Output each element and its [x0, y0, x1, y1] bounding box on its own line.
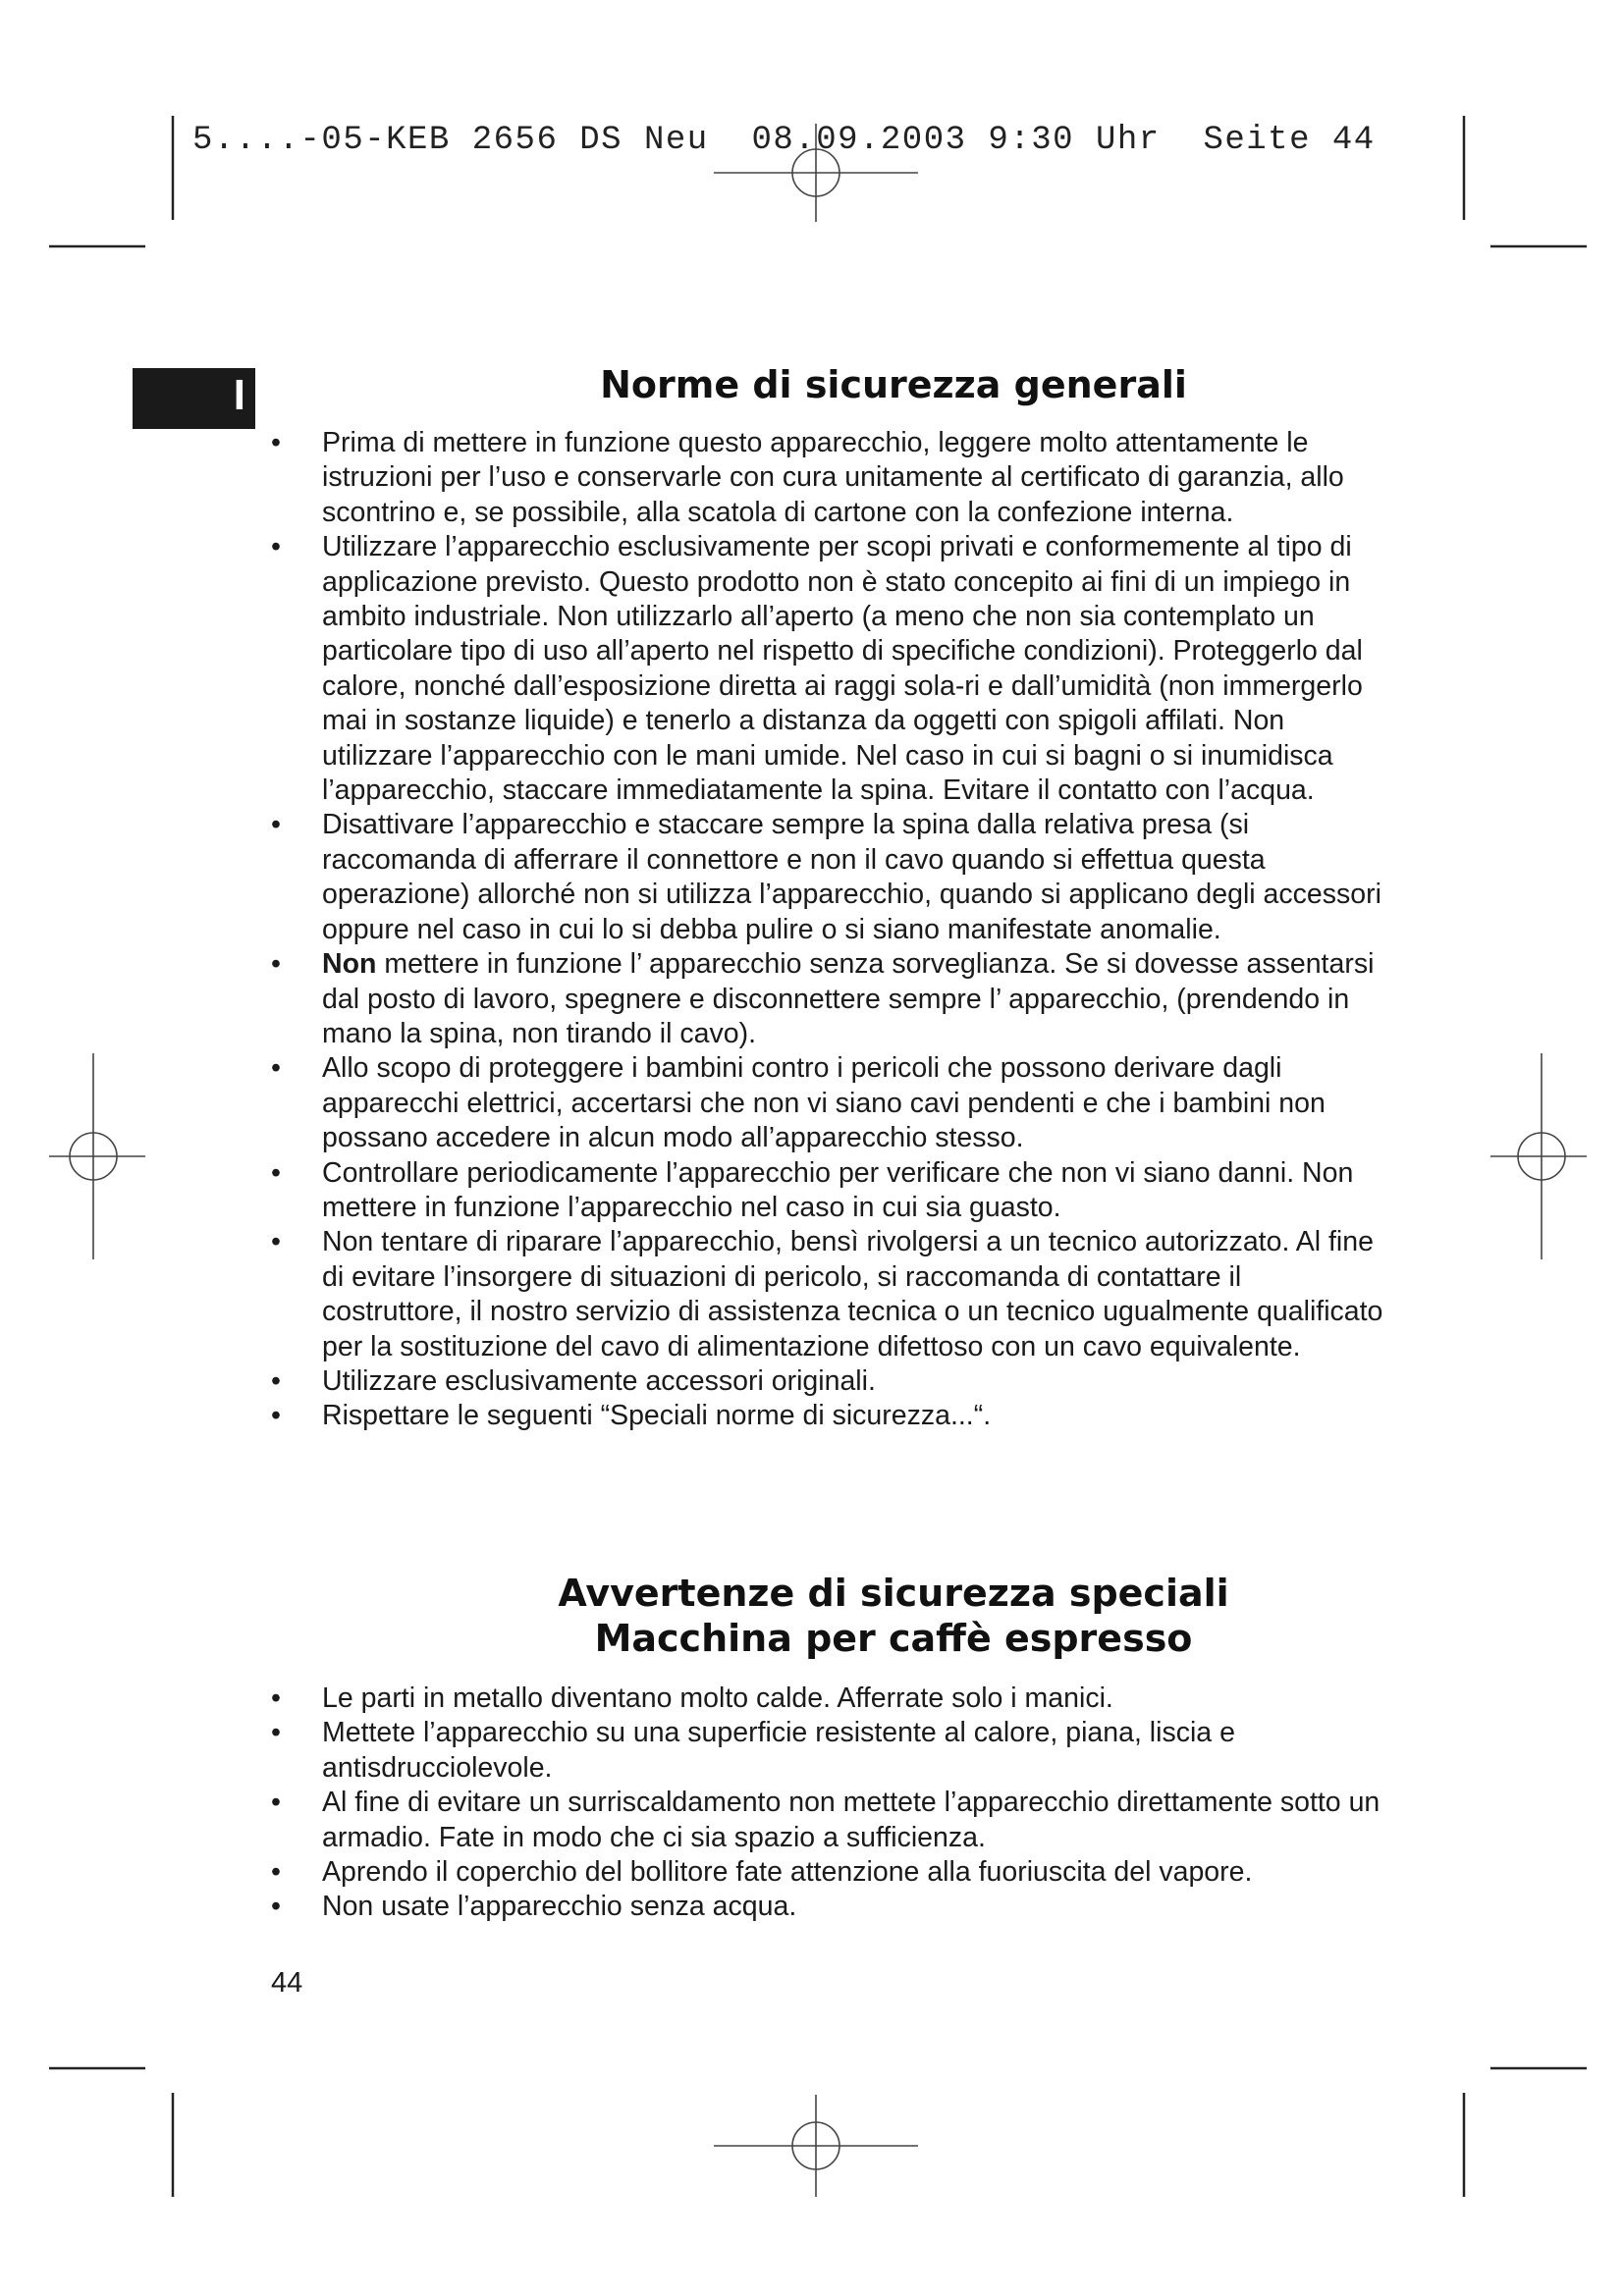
- list-item: [265, 1682, 1384, 1716]
- bullet: •: [271, 1156, 281, 1189]
- list-item: [265, 1399, 1384, 1433]
- list-item: [265, 1716, 1384, 1786]
- bullet: •: [271, 1682, 281, 1714]
- bullet: •: [271, 948, 281, 981]
- section-title-line-2: Macchina per caffè espresso: [594, 1617, 1193, 1660]
- bullet: •: [271, 1226, 281, 1258]
- list-item: [265, 947, 1384, 1051]
- print-slug-header: 5....-05-KEB 2656 DS Neu 08.09.2003 9:30 Uhr Seite 44: [192, 122, 1376, 159]
- list-item-text: Utilizzare esclusivamente accessori originali.: [322, 1364, 876, 1397]
- bullet: •: [271, 427, 281, 458]
- section-title-special-safety: [403, 1571, 1384, 1661]
- list-item-text: Prima di mettere in funzione questo apparecchio, leggere molto attentamente le istruzioni per l’uso e conservarle con cura unitamente al certificato di garanzia, allo scontrino e, se possibile, alla scatola di cartone con la confezione interna.: [322, 427, 1344, 528]
- list-item-text: Allo scopo di proteggere i bambini contro i pericoli che possono derivare dagli apparecchi elettrici, accertarsi che non vi siano cavi pendenti e che i bambini non possano accedere in alcun modo all’apparecchio stesso.: [322, 1052, 1326, 1154]
- language-tab: [133, 368, 255, 429]
- list-item-text: mettere in funzione l’ apparecchio senza sorveglianza. Se si dovesse assentarsi dal posto di lavoro, spegnere e disconnettere sempre l’ apparecchio, (prendendo in mano la spina, non tirando il cavo).: [322, 948, 1375, 1049]
- list-item-text: Le parti in metallo diventano molto calde. Afferrate solo i manici.: [322, 1682, 1113, 1714]
- bullet: •: [271, 1856, 281, 1889]
- bullet: •: [271, 809, 281, 841]
- general-safety-list: [265, 426, 1384, 1434]
- list-item: [265, 1890, 1384, 1924]
- list-item-text: Mettete l’apparecchio su una superficie resistente al calore, piana, liscia e antisdrucciolevole.: [322, 1717, 1235, 1784]
- list-item-text: Utilizzare l’apparecchio esclusivamente per scopi privati e conformemente al tipo di applicazione previsto. Questo prodotto non è stato concepito ai fini di un impiego in ambito industriale. Non utilizzarlo all’aperto (a meno che non sia contemplato un particolare tipo di uso all’aperto nel rispetto di specifiche condizioni). Proteggerlo dal calore, nonché dall’esposizione diretta ai raggi sola-ri e dall’umidità (non immergerlo mai in sostanze liquide) e tenerlo a distanza da oggetti con spigoli affilati. Non utilizzare l’apparecchio con le mani umide. Nel caso in cui si bagni o si inumidisca l’apparecchio, staccare immediatamente la spina. Evitare il contatto con l’acqua.: [322, 531, 1363, 807]
- list-item-text: Rispettare le seguenti “Speciali norme di sicurezza...“.: [322, 1400, 992, 1432]
- bullet: •: [271, 1364, 281, 1397]
- registration-mark-left: [49, 1053, 145, 1259]
- bullet: •: [271, 531, 281, 563]
- section-title-general-safety: Norme di sicurezza generali: [600, 363, 1187, 406]
- list-item: [265, 530, 1384, 808]
- list-item: [265, 1225, 1384, 1364]
- list-item-text: Al fine di evitare un surriscaldamento non mettete l’apparecchio direttamente sotto un armadio. Fate in modo che ci sia spazio a sufficienza.: [322, 1787, 1380, 1853]
- list-item-text: Non tentare di riparare l’apparecchio, bensì rivolgersi a un tecnico autorizzato. Al fine di evitare l’insorgere di situazioni di pericolo, si raccomanda di contattare il costruttore, il nostro servizio di assistenza tecnica o un tecnico ugualmente qualificato per la sostituzione del cavo di alimentazione difettoso con un cavo equivalente.: [322, 1226, 1383, 1362]
- list-item-text: Controllare periodicamente l’apparecchio per verificare che non vi siano danni. Non mettere in funzione l’apparecchio nel caso in cui sia guasto.: [322, 1156, 1354, 1223]
- bullet: •: [271, 1717, 281, 1749]
- list-item-text: Disattivare l’apparecchio e staccare sempre la spina dalla relativa presa (si raccomanda di afferrare il connettore e non il cavo quando si effettua questa operazione) allorché non si utilizza l’apparecchio, quando si applicano degli accessori oppure nel caso in cui lo si debba pulire o si siano manifestate anomalie.: [322, 809, 1381, 945]
- bullet: •: [271, 1891, 281, 1923]
- bullet: •: [271, 1400, 281, 1432]
- special-safety-list: [265, 1682, 1384, 1925]
- registration-mark-bottom: [714, 2095, 918, 2197]
- bullet: •: [271, 1052, 281, 1085]
- list-item: [265, 1051, 1384, 1155]
- page-number: 44: [271, 1967, 303, 1999]
- list-item: [265, 1156, 1384, 1226]
- list-item-bold: Non: [322, 948, 377, 981]
- language-tab-label: I: [233, 371, 245, 419]
- list-item-text: Non usate l’apparecchio senza acqua.: [322, 1891, 797, 1923]
- list-item-text: Aprendo il coperchio del bollitore fate attenzione alla fuoriuscita del vapore.: [322, 1856, 1253, 1889]
- list-item: [265, 1855, 1384, 1890]
- list-item: [265, 1786, 1384, 1855]
- bullet: •: [271, 1787, 281, 1819]
- list-item: [265, 1364, 1384, 1399]
- registration-mark-right: [1490, 1053, 1587, 1259]
- list-item: [265, 808, 1384, 947]
- list-item: [265, 426, 1384, 530]
- section-title-line-1: Avvertenze di sicurezza speciali: [558, 1572, 1229, 1615]
